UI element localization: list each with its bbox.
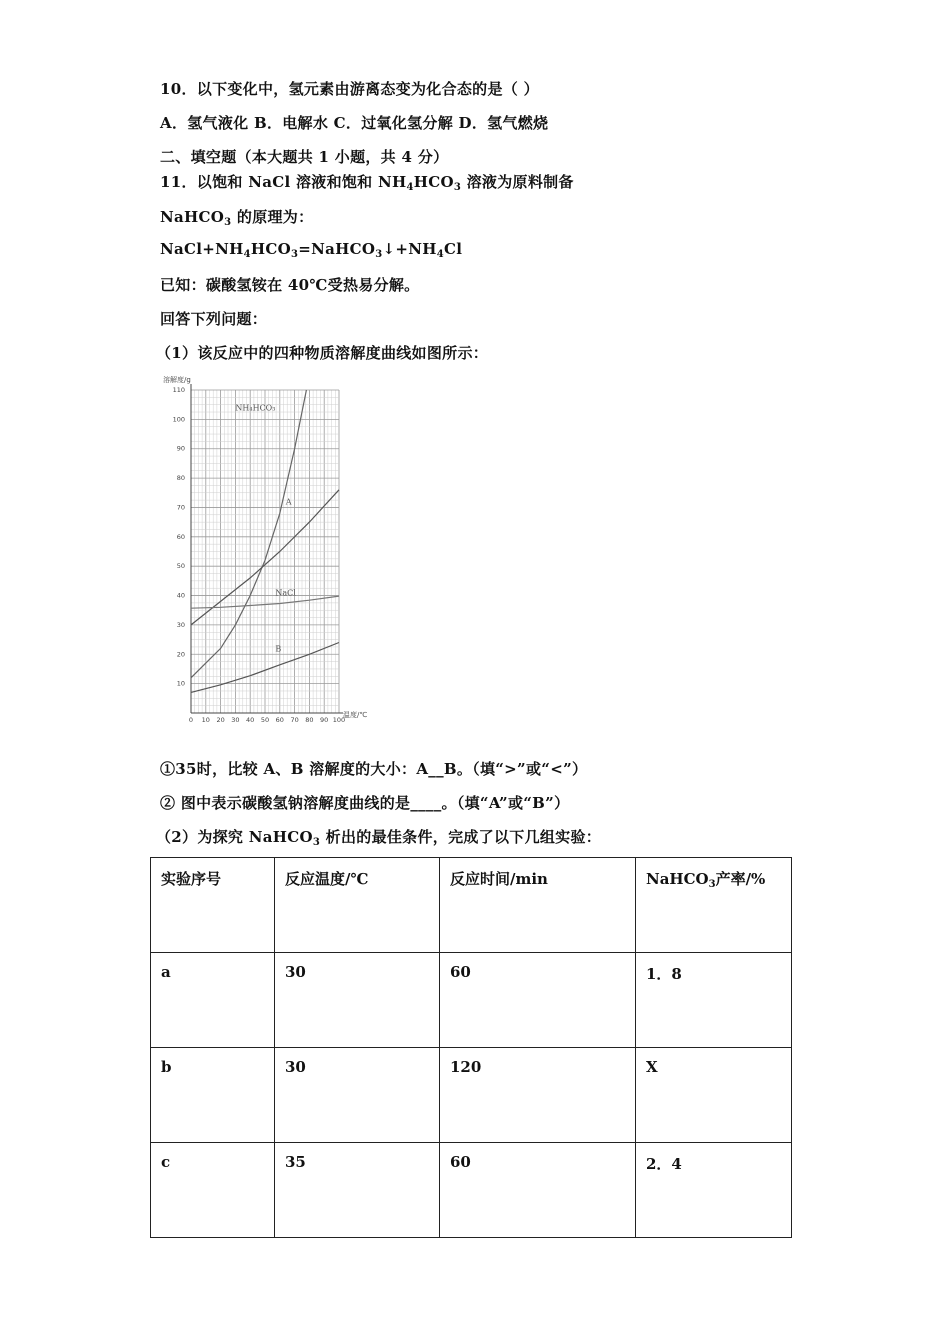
x-axis-label: 温度/℃: [343, 711, 368, 719]
x-tick-label: 90: [320, 716, 329, 724]
solubility-chart: [160, 370, 380, 730]
y-tick-label: 50: [176, 562, 185, 571]
q11-stem-line2: NaHCO$_3$ 的原理为：: [160, 208, 314, 228]
table-cell: a: [151, 953, 275, 1048]
x-tick-label: 80: [305, 716, 314, 724]
table-cell: 35: [275, 1143, 440, 1238]
y-tick-label: 100: [172, 415, 185, 424]
sub-question-2: ② 图中表示碳酸氢钠溶解度曲线的是____。（填“A”或“B”）: [160, 794, 570, 812]
chart-grid: [191, 390, 339, 713]
header-cell: 反应温度/℃: [275, 858, 440, 953]
y-tick-label: 20: [176, 650, 185, 659]
reaction-equation: $NaCl+NH_4HCO_3=NaHCO_3↓+NH_4Cl$: [160, 240, 463, 260]
y-tick-label: 110: [172, 386, 185, 394]
y-tick-label: 90: [176, 444, 185, 453]
series-line-0: [191, 390, 306, 678]
table-cell: 30: [275, 1048, 440, 1143]
header-cell: 反应时间/min: [440, 858, 636, 953]
table-cell: 60: [440, 1143, 636, 1238]
y-tick-label: 10: [176, 679, 185, 688]
x-tick-label: 0: [188, 716, 194, 724]
q11-stem: 11．以饱和 NaCl 溶液和饱和 $NH_4HCO_3$ 溶液为原料制备: [160, 173, 574, 193]
series-label: NH₄HCO₃: [235, 403, 276, 413]
q10-stem: 10．以下变化中，氢元素由游离态变为化合态的是（ ）: [160, 80, 539, 98]
table-cell: 1．8: [636, 953, 792, 1048]
sub-question-1: ①35时，比较 A、B 溶解度的大小：A__B。（填“>”或“<”）: [160, 760, 588, 778]
y-tick-label: 60: [176, 532, 185, 541]
table-header-row: [151, 858, 792, 953]
header-cell: 实验序号: [151, 858, 275, 953]
known-fact: 已知：碳酸氢铵在 40℃受热易分解。: [160, 276, 420, 294]
answer-intro: 回答下列问题：: [160, 310, 268, 328]
table-cell: 120: [440, 1048, 636, 1143]
x-tick-label: 40: [246, 716, 255, 724]
table-cell: 60: [440, 953, 636, 1048]
table-cell: 2．4: [636, 1143, 792, 1238]
table-row: [151, 1143, 792, 1238]
part1-text: （1）该反应中的四种物质溶解度曲线如图所示：: [156, 344, 489, 362]
q10-options: A．氢气液化 B．电解水 C．过氧化氢分解 D．氢气燃烧: [160, 114, 549, 132]
header-cell: NaHCO$_3$产率/%: [636, 858, 792, 953]
table-cell: X: [636, 1048, 792, 1143]
experiment-table: [150, 857, 792, 1238]
series-label: NaCl: [275, 588, 296, 598]
part2-text: （2）为探究 NaHCO$_3$ 析出的最佳条件，完成了以下几组实验：: [156, 828, 602, 848]
series-label: A: [285, 497, 292, 507]
table-cell: b: [151, 1048, 275, 1143]
y-tick-label: 30: [176, 620, 185, 629]
y-tick-label: 70: [176, 503, 185, 512]
x-tick-label: 30: [231, 716, 240, 724]
table-cell: 30: [275, 953, 440, 1048]
x-tick-label: 20: [216, 716, 225, 724]
x-tick-label: 10: [201, 716, 210, 724]
table-row: [151, 1048, 792, 1143]
table-cell: c: [151, 1143, 275, 1238]
y-tick-label: 40: [176, 591, 185, 600]
y-tick-label: 80: [176, 474, 185, 483]
series-label: B: [275, 644, 282, 654]
y-axis-label: 溶解度/g: [163, 376, 191, 384]
section2-heading: 二、填空题（本大题共 1 小题，共 4 分）: [160, 148, 449, 166]
x-tick-label: 60: [275, 716, 284, 724]
chart-axes: [191, 384, 343, 713]
x-tick-label: 50: [260, 716, 270, 724]
x-tick-label: 70: [290, 716, 299, 724]
table-row: [151, 953, 792, 1048]
x-tick-label: 100: [332, 716, 346, 724]
